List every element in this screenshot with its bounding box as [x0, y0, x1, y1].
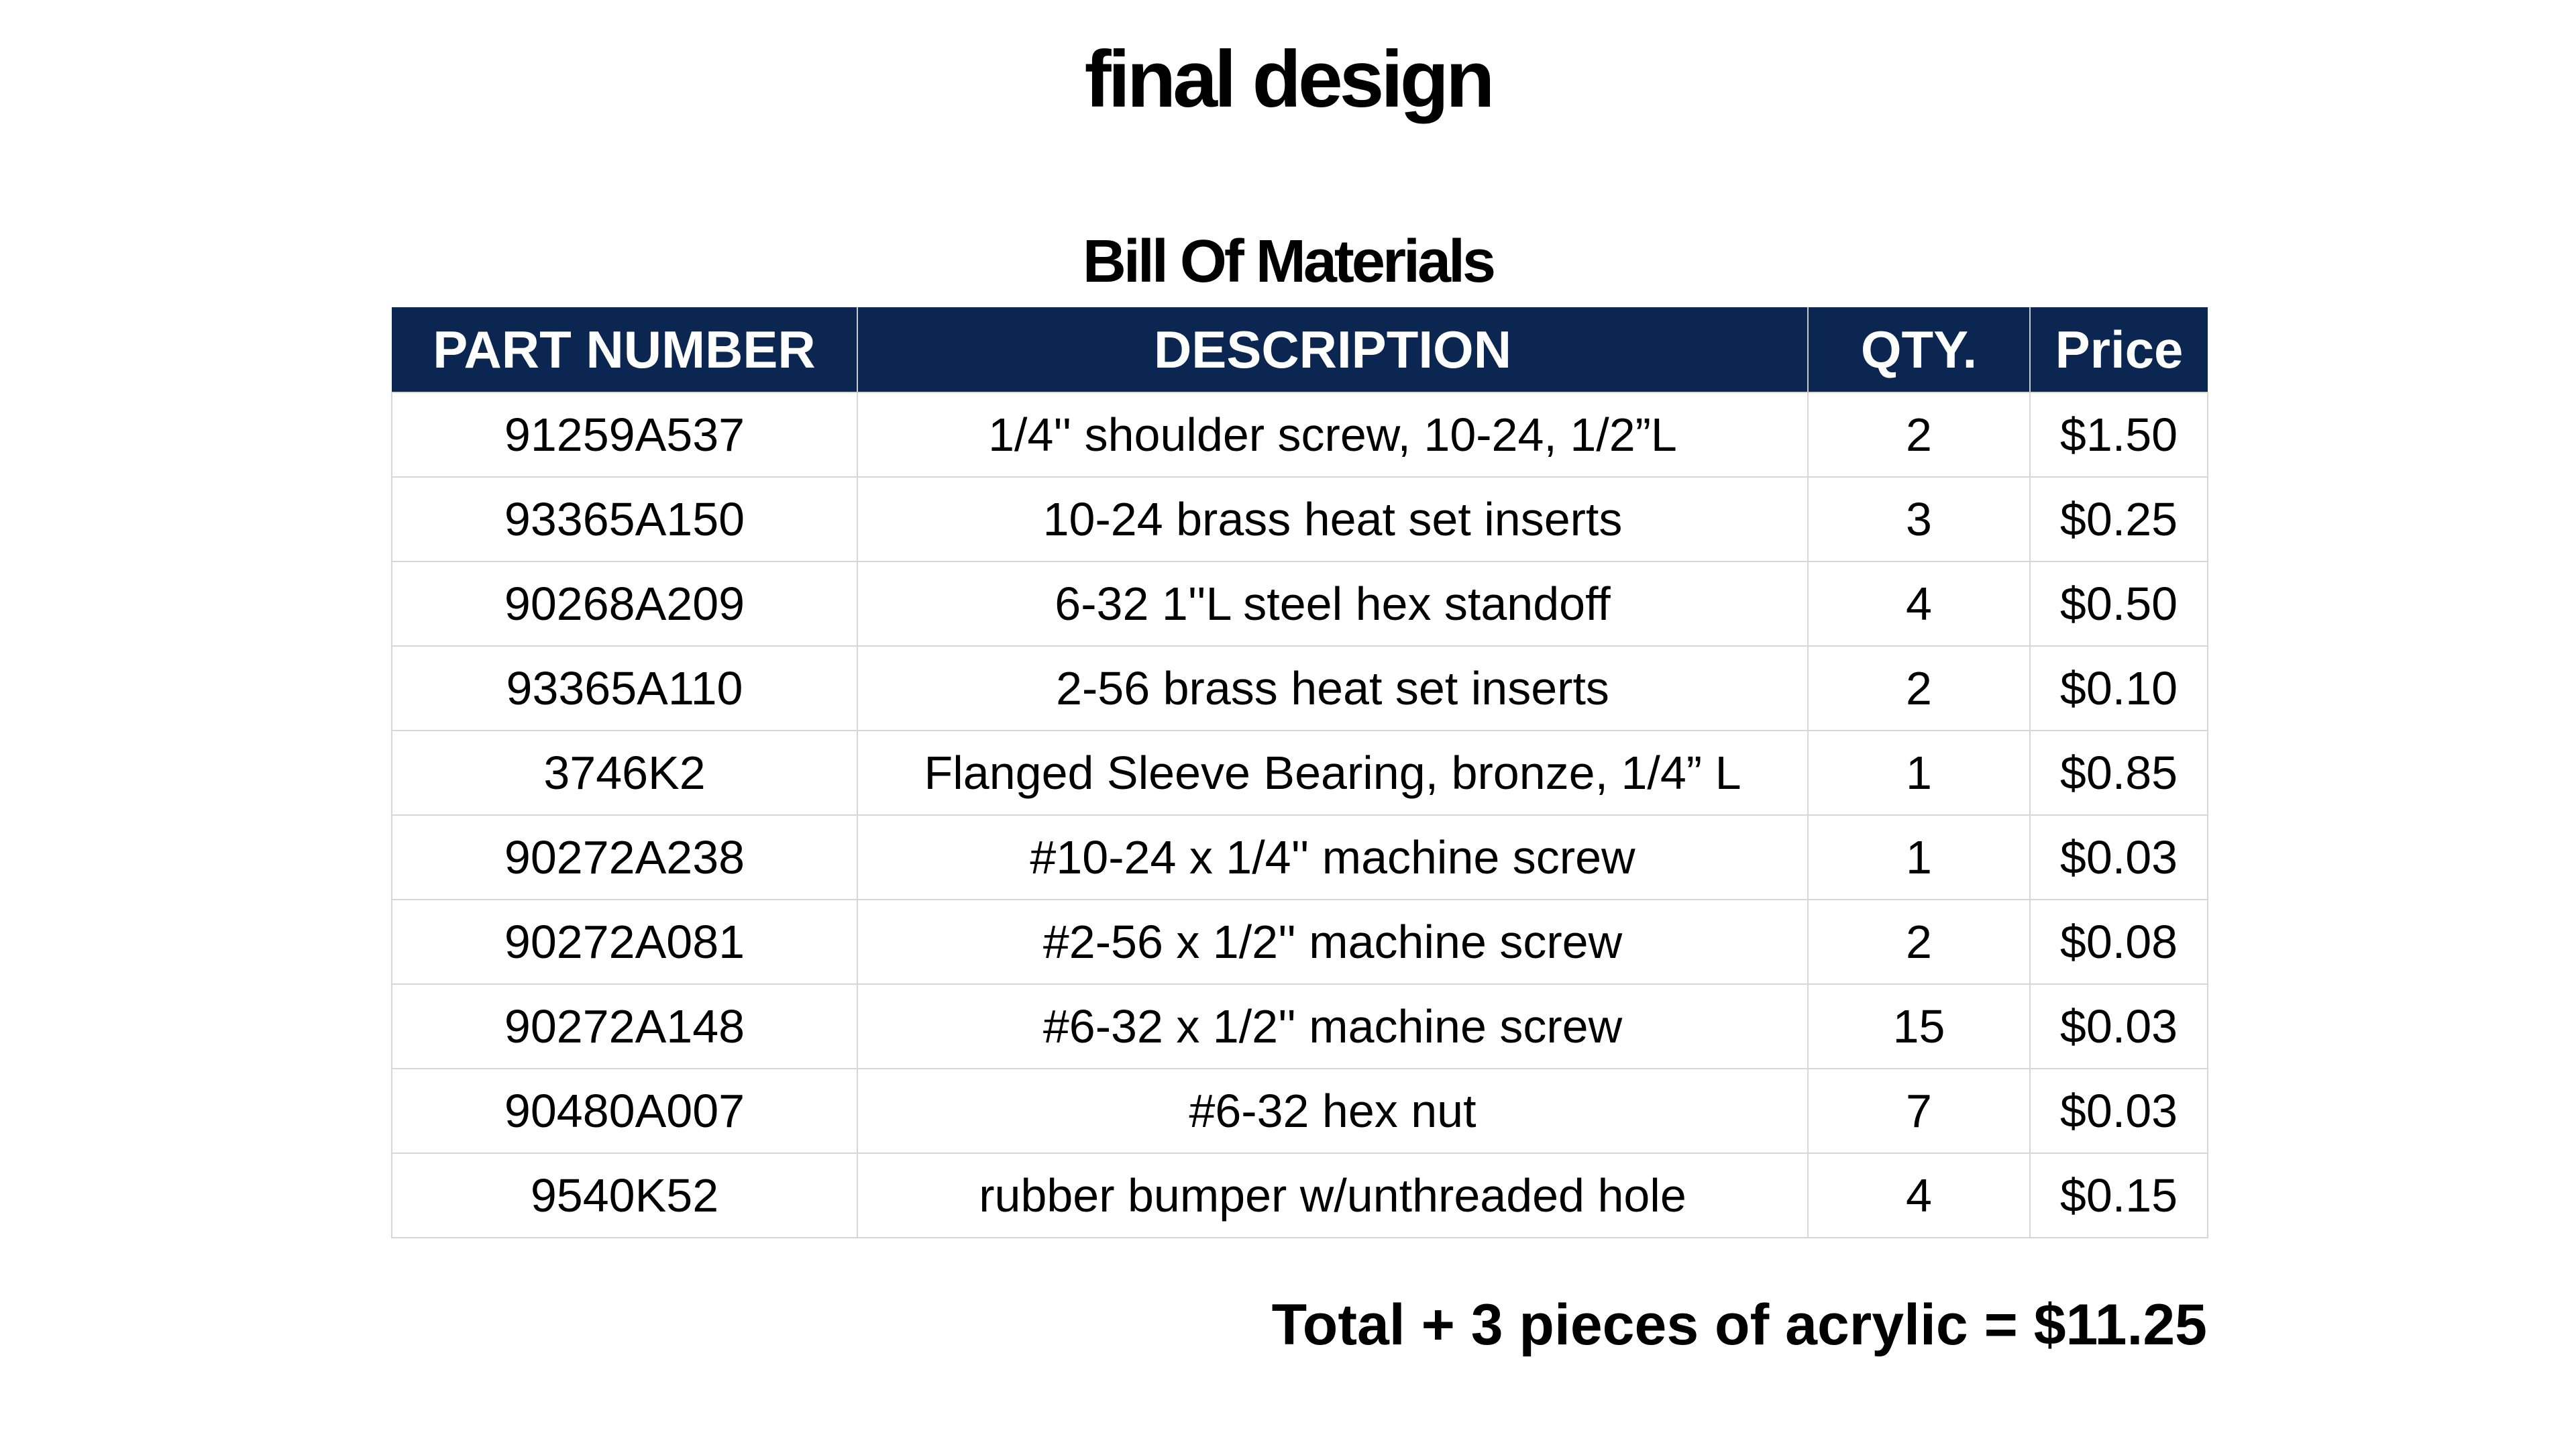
part-number-cell: 90268A209 — [392, 561, 857, 646]
description-cell: #6-32 x 1/2'' machine screw — [857, 984, 1808, 1069]
qty-cell: 15 — [1808, 984, 2030, 1069]
table-row — [392, 1069, 2208, 1153]
table-header-row — [392, 307, 2208, 392]
price-cell: $0.25 — [2030, 477, 2208, 561]
qty-cell: 7 — [1808, 1069, 2030, 1153]
qty-cell: 3 — [1808, 477, 2030, 561]
description-cell: Flanged Sleeve Bearing, bronze, 1/4” L — [857, 731, 1808, 815]
qty-cell: 2 — [1808, 392, 2030, 477]
table-title: Bill Of Materials — [1082, 228, 1494, 295]
description-cell: #10-24 x 1/4'' machine screw — [857, 815, 1808, 900]
part-number-cell: 90272A238 — [392, 815, 857, 900]
description-cell: #6-32 hex nut — [857, 1069, 1808, 1153]
part-number-cell: 90480A007 — [392, 1069, 857, 1153]
header-part-number: PART NUMBER — [392, 307, 857, 392]
part-number-cell: 3746K2 — [392, 731, 857, 815]
total-summary: Total + 3 pieces of acrylic = $11.25 — [1271, 1293, 2207, 1357]
header-qty: QTY. — [1808, 307, 2030, 392]
description-cell: #2-56 x 1/2'' machine screw — [857, 900, 1808, 984]
price-cell: $1.50 — [2030, 392, 2208, 477]
part-number-cell: 91259A537 — [392, 392, 857, 477]
table-row — [392, 392, 2208, 477]
qty-cell: 4 — [1808, 561, 2030, 646]
description-cell: 2-56 brass heat set inserts — [857, 646, 1808, 731]
table-row — [392, 646, 2208, 731]
description-cell: 6-32 1''L steel hex standoff — [857, 561, 1808, 646]
price-cell: $0.15 — [2030, 1153, 2208, 1238]
part-number-cell: 93365A150 — [392, 477, 857, 561]
part-number-cell: 90272A148 — [392, 984, 857, 1069]
table-row — [392, 900, 2208, 984]
qty-cell: 1 — [1808, 731, 2030, 815]
description-cell: 1/4'' shoulder screw, 10-24, 1/2”L — [857, 392, 1808, 477]
header-description: DESCRIPTION — [857, 307, 1808, 392]
part-number-cell: 90272A081 — [392, 900, 857, 984]
price-cell: $0.03 — [2030, 984, 2208, 1069]
price-cell: $0.08 — [2030, 900, 2208, 984]
qty-cell: 2 — [1808, 646, 2030, 731]
qty-cell: 1 — [1808, 815, 2030, 900]
part-number-cell: 9540K52 — [392, 1153, 857, 1238]
table-row — [392, 815, 2208, 900]
page-title: final design — [1084, 34, 1492, 124]
qty-cell: 2 — [1808, 900, 2030, 984]
qty-cell: 4 — [1808, 1153, 2030, 1238]
table-row — [392, 1153, 2208, 1238]
table-row — [392, 984, 2208, 1069]
price-cell: $0.03 — [2030, 1069, 2208, 1153]
table-row — [392, 731, 2208, 815]
description-cell: rubber bumper w/unthreaded hole — [857, 1153, 1808, 1238]
price-cell: $0.03 — [2030, 815, 2208, 900]
header-price: Price — [2030, 307, 2208, 392]
table-row — [392, 561, 2208, 646]
price-cell: $0.10 — [2030, 646, 2208, 731]
table-row — [392, 477, 2208, 561]
bill-of-materials-table — [391, 307, 2208, 1238]
price-cell: $0.85 — [2030, 731, 2208, 815]
part-number-cell: 93365A110 — [392, 646, 857, 731]
price-cell: $0.50 — [2030, 561, 2208, 646]
description-cell: 10-24 brass heat set inserts — [857, 477, 1808, 561]
